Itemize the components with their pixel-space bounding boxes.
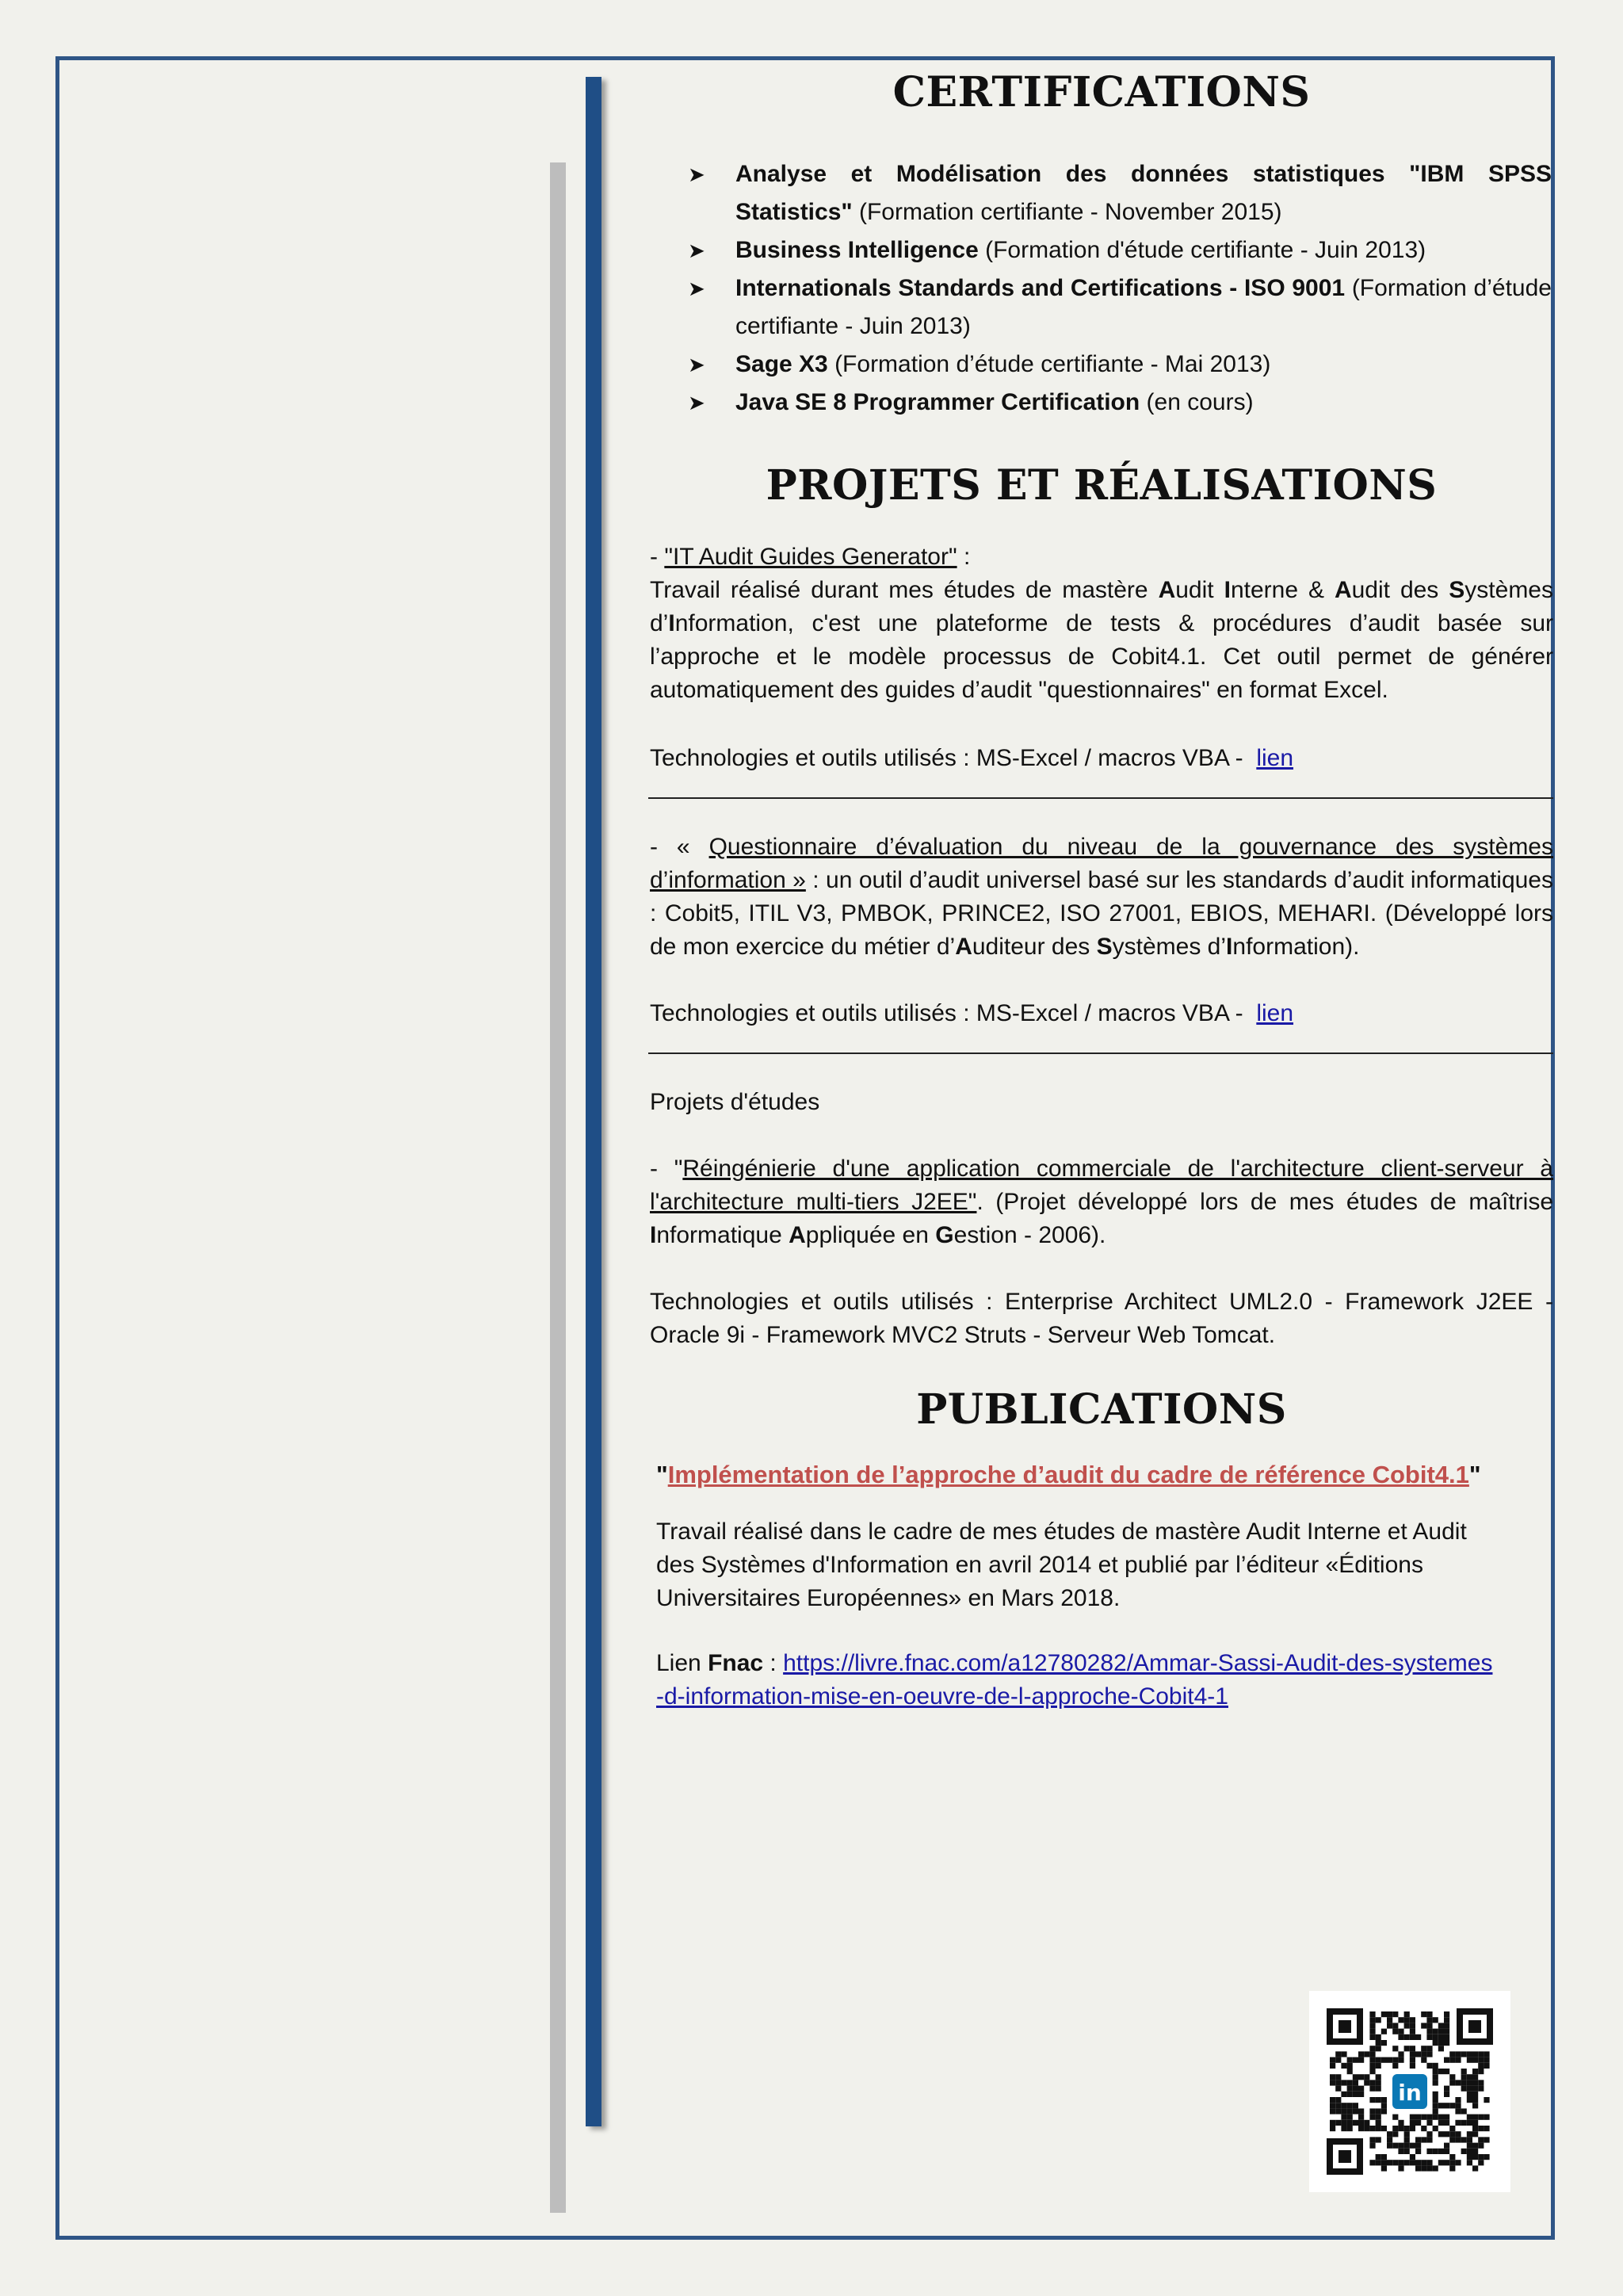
publication-link-line: Lien Fnac : https://livre.fnac.com/a12780282/Ammar-Sassi-Audit-des-systemes-d-information-mise-en-oeuvre-de-l-approche-Cobit4-1	[656, 1650, 1493, 1710]
arrow-bullet-icon: ➤	[688, 239, 705, 262]
publication-title: "Implémentation de l’approche d’audit du cadre de référence Cobit4.1"	[656, 1461, 1481, 1488]
project-technologies: Technologies et outils utilisés : MS-Excel / macros VBA - lien	[650, 745, 1294, 771]
list-item: ➤ Java SE 8 Programmer Certification (en cours)	[688, 384, 1552, 422]
projects-heading: PROJETS ET RÉALISATIONS	[766, 461, 1438, 510]
list-item: ➤ Internationals Standards and Certifications - ISO 9001 (Formation d’étude certifiante - Juin 2013)	[688, 269, 1552, 346]
decorative-gray-bar	[550, 162, 566, 2213]
project-governance-questionnaire	[650, 831, 1553, 1030]
project-link[interactable]: lien	[1256, 1000, 1294, 1026]
certifications-list	[650, 155, 1552, 422]
project-title-line: - "IT Audit Guides Generator" :	[650, 544, 971, 570]
fnac-link[interactable]: https://livre.fnac.com/a12780282/Ammar-Sassi-Audit-des-systemes-d-information-mise-en-oeuvre-de-l-approche-Cobit4-1	[656, 1650, 1493, 1710]
svg-text:in: in	[1398, 2080, 1422, 2106]
decorative-blue-bar	[586, 77, 601, 2126]
main-content	[650, 68, 1553, 1713]
list-item: ➤ Sage X3 (Formation d’étude certifiante - Mai 2013)	[688, 346, 1552, 384]
project-description: - « Questionnaire d’évaluation du niveau de la gouvernance des systèmes d’information » : un outil d’audit universel basé sur les standards d’audit informatiques : Cobit5, ITIL V3, PMBOK, PRINCE2, ISO 27001, EBIOS, MEHARI. (Développé lors de mon exercice du métier d’Auditeur des Systèmes d’Information).	[650, 834, 1553, 960]
certifications-heading: CERTIFICATIONS	[892, 68, 1311, 117]
studies-heading: Projets d'études	[650, 1089, 820, 1115]
arrow-bullet-icon: ➤	[688, 391, 705, 415]
list-item: ➤ Business Intelligence (Formation d'étude certifiante - Juin 2013)	[688, 231, 1552, 269]
project-it-audit-generator	[650, 541, 1553, 775]
project-description: Travail réalisé durant mes études de mastère Audit Interne & Audit des Systèmes d’Information, c'est une plateforme de tests & procédures d’audit basée sur l’approche et le modèle processus de Cobit4.1. Cet outil permet de générer automatiquement des guides d’audit "questionnaires" en format Excel.	[650, 577, 1553, 703]
linkedin-qr-code[interactable]	[1309, 1991, 1510, 2192]
publications-heading: PUBLICATIONS	[916, 1385, 1287, 1434]
project-description: - "Réingénierie d'une application commerciale de l'architecture client-serveur à l'architecture multi-tiers J2EE". (Projet développé lors de mes études de maîtrise Informatique Appliquée en Gestion - 2006).	[650, 1156, 1553, 1248]
list-item: ➤ Analyse et Modélisation des données statistiques "IBM SPSS Statistics" (Formation certifiante - November 2015)	[688, 155, 1552, 231]
arrow-bullet-icon: ➤	[688, 162, 705, 186]
publication-description: Travail réalisé dans le cadre de mes études de mastère Audit Interne et Audit des Systèmes d'Information en avril 2014 et publié par l’éditeur «Éditions Universitaires Européennes» en Mars 2018.	[656, 1519, 1467, 1611]
arrow-bullet-icon: ➤	[688, 353, 705, 376]
arrow-bullet-icon: ➤	[688, 277, 705, 300]
qr-code-icon	[1309, 1991, 1510, 2192]
project-link[interactable]: lien	[1256, 745, 1294, 771]
publication	[650, 1458, 1496, 1713]
project-studies	[650, 1086, 1553, 1352]
project-technologies: Technologies et outils utilisés : MS-Excel / macros VBA - lien	[650, 1000, 1294, 1026]
project-technologies: Technologies et outils utilisés : Enterprise Architect UML2.0 - Framework J2EE - Oracle 9i - Framework MVC2 Struts - Serveur Web Tomcat.	[650, 1289, 1553, 1348]
